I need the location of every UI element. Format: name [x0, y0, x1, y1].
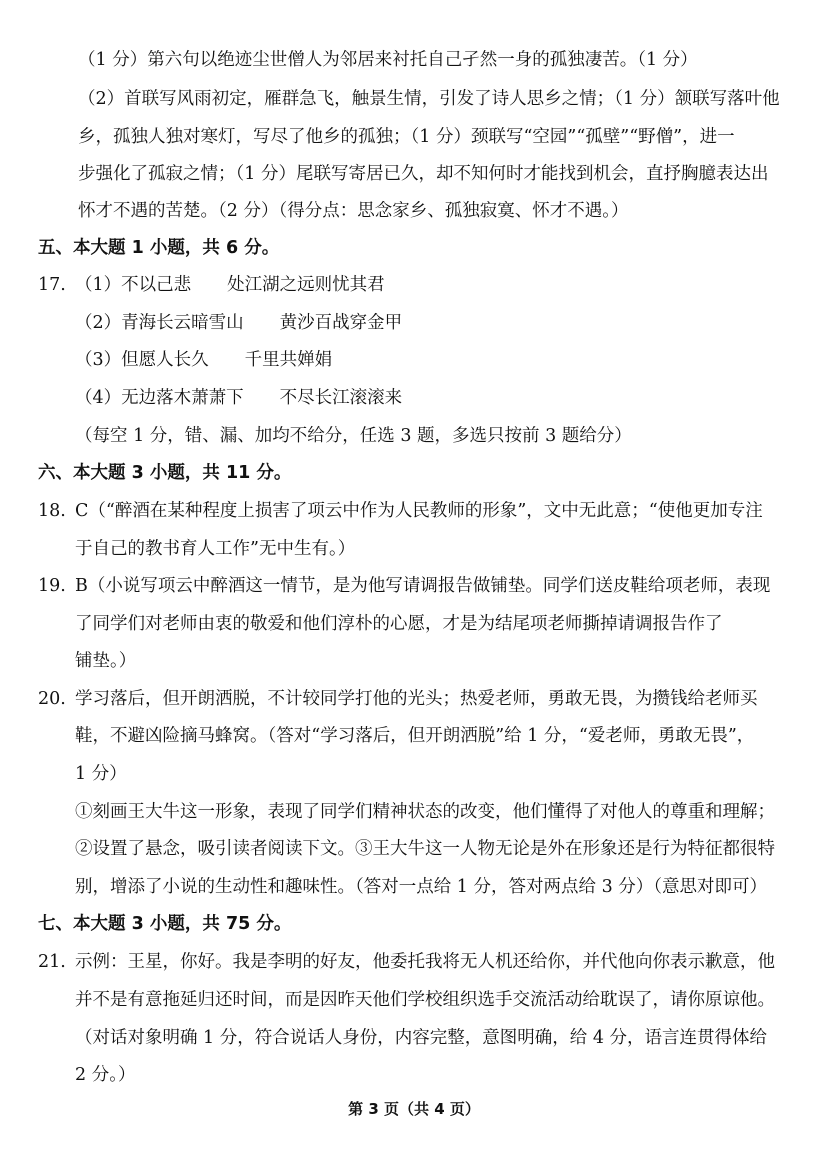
answer-item: [75, 387, 402, 409]
text-line: 示例：王星，你好。我是李明的好友，他委托我将无人机还给你，并代他向你表示歉意，他: [75, 952, 775, 972]
text-line: 鞋，不避凶险摘马蜂窝。（答对“学习落后，但开朗洒脱”给 1 分，“爱老师，勇敢无畏”，: [75, 726, 755, 746]
text-line: 2 分。）: [75, 1065, 136, 1085]
answer-item: [75, 312, 402, 334]
section-heading: 六、本大题 3 小题，共 11 分。: [38, 463, 292, 483]
answer-a: 青海长云暗雪山: [121, 313, 244, 333]
answer-item: [75, 274, 385, 296]
question-number: 21.: [38, 952, 66, 972]
text-line: B（小说写项云中醉酒这一情节，是为他写请调报告做铺垫。同学们送皮鞋给项老师，表现: [75, 576, 771, 596]
answer-item: [75, 349, 332, 371]
item-label: （2）: [75, 313, 122, 333]
text-line: ②设置了悬念，吸引读者阅读下文。③王大牛这一人物无论是外在形象还是行为特征都很特: [75, 839, 775, 859]
question-number: 19.: [38, 576, 66, 596]
answer-b: 不尽长江滚滚来: [279, 388, 403, 408]
answer-a: 不以己悲: [121, 275, 192, 295]
text-line: （对话对象明确 1 分，符合说话人身份，内容完整，意图明确，给 4 分，语言连贯得体给: [75, 1028, 768, 1048]
text-line: （2）首联写风雨初定，雁群急飞，触景生情，引发了诗人思乡之情；（1 分）颔联写落叶他: [78, 89, 780, 109]
page-footer: 第 3 页（共 4 页）: [348, 1100, 480, 1118]
answer-b: 千里共婵娟: [244, 350, 333, 370]
section-heading: 五、本大题 1 小题，共 6 分。: [38, 238, 280, 258]
question-number: 18.: [38, 501, 66, 521]
text-line: 铺垫。）: [75, 651, 137, 671]
text-line: ①刻画王大牛这一形象，表现了同学们精神状态的改变，他们懂得了对他人的尊重和理解；: [75, 802, 775, 822]
answer-a: 无边落木萧萧下: [121, 388, 244, 408]
item-label: （4）: [75, 388, 122, 408]
text-line: 并不是有意拖延归还时间，而是因昨天他们学校组织选手交流活动给耽误了，请你原谅他。: [75, 990, 775, 1010]
question-number: 20.: [38, 689, 66, 709]
text-line: 别，增添了小说的生动性和趣味性。（答对一点给 1 分，答对两点给 3 分）（意思对即可）: [75, 877, 768, 897]
text-line: 乡，孤独人独对寒灯，写尽了他乡的孤独；（1 分）颈联写“空园”“孤壁”“野僧”，进一: [78, 127, 735, 147]
question-number: 17.: [38, 275, 66, 295]
answer-b: 处江湖之远则忧其君: [227, 275, 385, 295]
text-line: 步强化了孤寂之情；（1 分）尾联写寄居已久，却不知何时才能找到机会，直抒胸臆表达出: [78, 164, 769, 184]
text-line: （1 分）第六句以绝迹尘世僧人为邻居来衬托自己孑然一身的孤独凄苦。（1 分）: [78, 50, 698, 70]
item-label: （1）: [75, 275, 122, 295]
answer-a: 但愿人长久: [121, 350, 209, 370]
item-label: （3）: [75, 350, 122, 370]
answer-b: 黄沙百战穿金甲: [279, 313, 403, 333]
section-heading: 七、本大题 3 小题，共 75 分。: [38, 914, 292, 934]
text-line: 怀才不遇的苦楚。（2 分）（得分点：思念家乡、孤独寂寞、怀才不遇。）: [78, 201, 629, 221]
scoring-note: （每空 1 分，错、漏、加均不给分，任选 3 题，多选只按前 3 题给分）: [75, 426, 632, 446]
text-line: C（“醉酒在某种程度上损害了项云中作为人民教师的形象”，文中无此意；“使他更加专注: [75, 501, 763, 521]
text-line: 于自己的教书育人工作”无中生有。）: [75, 539, 356, 559]
text-line: 学习落后，但开朗洒脱，不计较同学打他的光头；热爱老师，勇敢无畏，为攒钱给老师买: [75, 689, 758, 709]
text-line: 1 分）: [75, 764, 127, 784]
text-line: 了同学们对老师由衷的敬爱和他们淳朴的心愿，才是为结尾项老师撕掉请调报告作了: [75, 614, 723, 634]
